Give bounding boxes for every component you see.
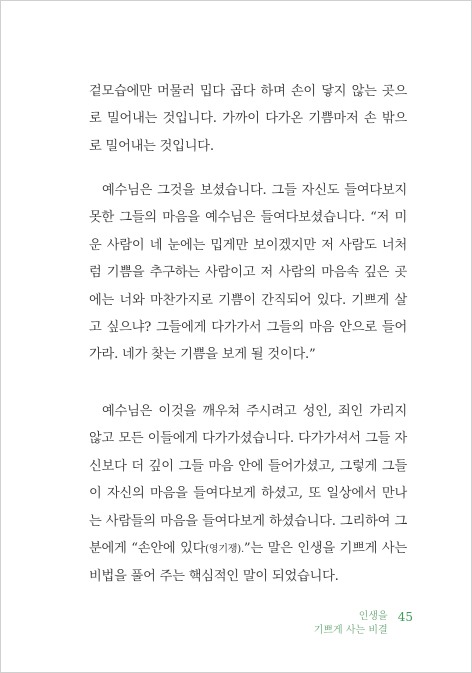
running-title [314, 610, 388, 638]
page-footer [314, 610, 413, 638]
paragraph-3-lead: 예수님은 이것을 깨우쳐 주시려고 성인, 죄인 가리지 않고 모든 이들에게 다가가셨습니다. 다가가셔서 그들 자신보다 더 깊이 그들 마음 안에 들어가셨고, 그렇게 그들이 자신의 마음을 들여다보게 하셨고, 또 일상에서 만나는 사람들의 마음을 들여다보게 하셨습니다. 그리하여 그분에게 “손안에 있다 [89, 404, 407, 557]
paragraph-3-note: (영기쟁). [205, 544, 244, 556]
paragraph-3-tail: ”는 말은 인생을 기쁘게 사는 비법을 풀어 주는 핵심적인 말이 되었습니다. [89, 541, 407, 585]
running-title-line-2: 기쁘게 사는 비결 [313, 625, 388, 636]
paragraph-3 [89, 398, 407, 591]
page-number: 45 [397, 610, 413, 624]
paragraph-2-text: 예수님은 그것을 보셨습니다. 그들 자신도 들여다보지 못한 그들의 마음을 예수님은 들여다보셨습니다. “저 미운 사람이 네 눈에는 밉게만 보이겠지만 저 사람도 너처럼 기쁨을 추구하는 사람이고 저 사람의 마음속 깊은 곳에는 너와 마찬가지로 기쁨이 간직되어 있다. 기쁘게 살고 싶으냐? 그들에게 다가가서 그들의 마음 안으로 들어가라. 네가 찾는 기쁨을 보게 될 것이다.” [89, 183, 407, 363]
paragraph-3-text [89, 398, 407, 591]
paragraph-1 [89, 78, 407, 160]
paragraph-1-text: 겉모습에만 머물러 밉다 곱다 하며 손이 닿지 않는 곳으로 밀어내는 것입니다. 가까이 다가온 기쁨마저 손 밖으로 밀어내는 것입니다. [89, 84, 407, 154]
paragraph-2 [89, 177, 407, 369]
running-title-line-1: 인생을 [358, 611, 388, 622]
